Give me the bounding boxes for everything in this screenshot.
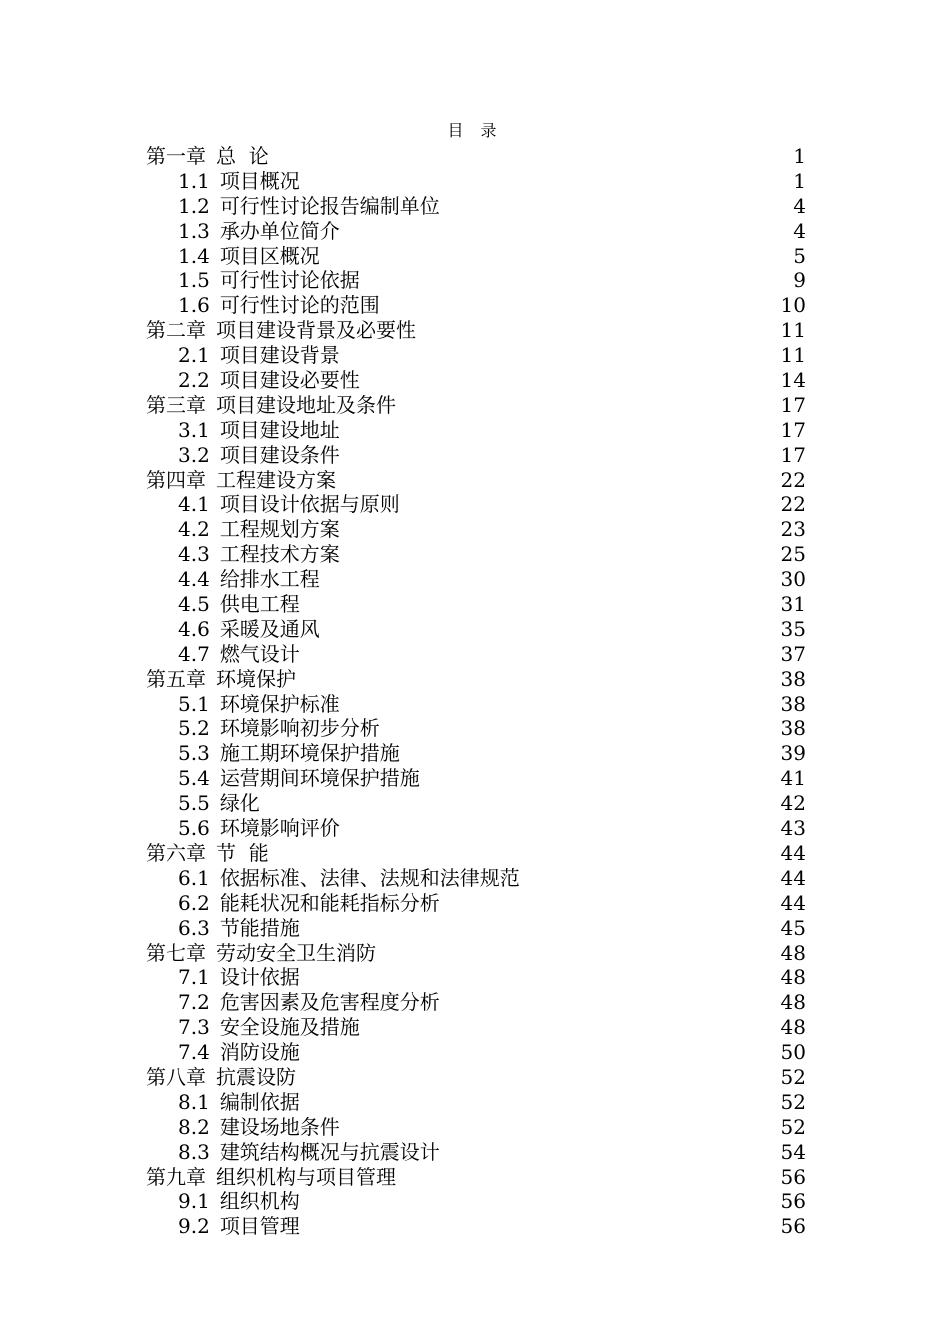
toc-page-number: 56 bbox=[780, 1189, 806, 1214]
toc-chapter-entry[interactable] bbox=[146, 144, 806, 169]
toc-entry-title: 安全设施及措施 bbox=[219, 1015, 360, 1040]
toc-entry-text bbox=[146, 592, 766, 617]
toc-entry-text bbox=[146, 443, 766, 468]
toc-entry-text bbox=[146, 1214, 766, 1239]
toc-section-entry[interactable] bbox=[146, 1040, 806, 1065]
toc-entry-number: 5.3 bbox=[178, 741, 210, 766]
toc-entry-number: 1.1 bbox=[178, 168, 210, 193]
toc-entry-number: 1.2 bbox=[178, 193, 210, 218]
toc-entry-title: 承办单位简介 bbox=[219, 218, 340, 243]
toc-entry-number: 1.3 bbox=[178, 218, 210, 243]
toc-entry-number: 2.2 bbox=[178, 368, 210, 393]
toc-page-number: 10 bbox=[780, 293, 806, 318]
toc-section-entry[interactable] bbox=[146, 418, 806, 443]
toc-entry-text bbox=[146, 517, 766, 542]
toc-page-number: 38 bbox=[780, 691, 806, 716]
toc-entry-title: 节能措施 bbox=[219, 915, 300, 940]
toc-entry-number: 4.3 bbox=[178, 542, 210, 567]
toc-chapter-entry[interactable] bbox=[146, 841, 806, 866]
toc-entry-number: 第五章 bbox=[146, 666, 206, 691]
toc-section-entry[interactable] bbox=[146, 965, 806, 990]
toc-entry-title: 建筑结构概况与抗震设计 bbox=[219, 1139, 440, 1164]
toc-entry-title: 环境影响初步分析 bbox=[219, 716, 380, 741]
toc-entry-number: 8.3 bbox=[178, 1139, 210, 1164]
toc-entry-text bbox=[146, 1015, 766, 1040]
toc-section-entry[interactable] bbox=[146, 617, 806, 642]
toc-entry-title: 可行性讨论依据 bbox=[219, 268, 360, 293]
toc-entry-title: 项目建设必要性 bbox=[219, 368, 360, 393]
toc-section-entry[interactable] bbox=[146, 866, 806, 891]
toc-page-number: 1 bbox=[793, 144, 806, 168]
toc-entry-text bbox=[146, 542, 766, 567]
toc-entry-number: 第一章 bbox=[146, 144, 206, 168]
toc-section-entry[interactable] bbox=[146, 244, 806, 269]
toc-entry-number: 2.1 bbox=[178, 343, 210, 368]
toc-page-number: 43 bbox=[780, 816, 806, 841]
toc-entry-text bbox=[146, 244, 766, 269]
toc-entry-number: 1.6 bbox=[178, 293, 210, 318]
toc-page-number: 56 bbox=[780, 1214, 806, 1239]
toc-entry-title: 项目建设背景 bbox=[219, 343, 340, 368]
toc-section-entry[interactable] bbox=[146, 517, 806, 542]
toc-entry-number: 第八章 bbox=[146, 1064, 206, 1089]
toc-list bbox=[146, 144, 806, 1239]
toc-entry-title: 给排水工程 bbox=[219, 567, 320, 592]
toc-entry-title: 环境保护标准 bbox=[219, 691, 340, 716]
toc-page-number: 35 bbox=[780, 616, 806, 641]
toc-section-entry[interactable] bbox=[146, 642, 806, 667]
toc-entry-text bbox=[146, 642, 766, 667]
toc-chapter-entry[interactable] bbox=[146, 1065, 806, 1090]
toc-entry-text bbox=[146, 318, 766, 343]
toc-page-number: 39 bbox=[780, 741, 806, 766]
toc-entry-title: 项目建设地址 bbox=[219, 417, 340, 442]
toc-entry-title: 环境保护 bbox=[216, 666, 296, 691]
toc-entry-number: 3.2 bbox=[178, 442, 210, 467]
toc-entry-number: 8.1 bbox=[178, 1089, 210, 1114]
toc-entry-number: 5.2 bbox=[178, 716, 210, 741]
toc-section-entry[interactable] bbox=[146, 343, 806, 368]
toc-entry-number: 3.1 bbox=[178, 417, 210, 442]
toc-page-number: 54 bbox=[780, 1139, 806, 1164]
toc-entry-text bbox=[146, 194, 766, 219]
toc-chapter-entry[interactable] bbox=[146, 393, 806, 418]
toc-entry-number: 第四章 bbox=[146, 467, 206, 492]
toc-page-number: 44 bbox=[780, 840, 806, 865]
toc-page-number: 48 bbox=[780, 990, 806, 1015]
toc-entry-title: 采暖及通风 bbox=[219, 616, 320, 641]
toc-entry-number: 1.4 bbox=[178, 243, 210, 268]
toc-section-entry[interactable] bbox=[146, 169, 806, 194]
toc-entry-text bbox=[146, 268, 766, 293]
toc-entry-number: 7.4 bbox=[178, 1040, 210, 1065]
toc-entry-number: 第三章 bbox=[146, 392, 206, 417]
toc-entry-text bbox=[146, 219, 766, 244]
toc-entry-number: 5.1 bbox=[178, 691, 210, 716]
toc-section-entry[interactable] bbox=[146, 1140, 806, 1165]
toc-section-entry[interactable] bbox=[146, 194, 806, 219]
toc-entry-title: 运营期间环境保护措施 bbox=[219, 766, 420, 791]
toc-section-entry[interactable] bbox=[146, 567, 806, 592]
toc-entry-title: 危害因素及危害程度分析 bbox=[219, 990, 440, 1015]
toc-section-entry[interactable] bbox=[146, 219, 806, 244]
toc-entry-number: 6.2 bbox=[178, 890, 210, 915]
toc-section-entry[interactable] bbox=[146, 692, 806, 717]
toc-section-entry[interactable] bbox=[146, 368, 806, 393]
toc-entry-title: 总 论 bbox=[216, 144, 269, 168]
toc-entry-number: 7.1 bbox=[178, 965, 210, 990]
toc-entry-title: 劳动安全卫生消防 bbox=[216, 940, 376, 965]
toc-entry-title: 工程建设方案 bbox=[216, 467, 336, 492]
toc-entry-text bbox=[146, 791, 766, 816]
toc-entry-title: 编制依据 bbox=[219, 1089, 300, 1114]
toc-section-entry[interactable] bbox=[146, 492, 806, 517]
toc-entry-text bbox=[146, 891, 766, 916]
toc-entry-text bbox=[146, 766, 766, 791]
toc-entry-number: 4.7 bbox=[178, 641, 210, 666]
toc-page-number: 38 bbox=[780, 666, 806, 691]
toc-page-number: 11 bbox=[780, 343, 806, 368]
toc-page-number: 56 bbox=[780, 1164, 806, 1189]
toc-entry-text bbox=[146, 617, 766, 642]
toc-entry-text bbox=[146, 741, 766, 766]
toc-entry-title: 项目建设地址及条件 bbox=[216, 392, 396, 417]
toc-entry-number: 5.6 bbox=[178, 816, 210, 841]
toc-entry-text bbox=[146, 916, 766, 941]
toc-entry-title: 燃气设计 bbox=[219, 641, 300, 666]
toc-entry-text bbox=[146, 343, 766, 368]
toc-page-number: 23 bbox=[780, 517, 806, 542]
toc-page-number: 30 bbox=[780, 567, 806, 592]
toc-entry-number: 7.2 bbox=[178, 990, 210, 1015]
toc-entry-number: 4.6 bbox=[178, 616, 210, 641]
toc-chapter-entry[interactable] bbox=[146, 1165, 806, 1190]
toc-section-entry[interactable] bbox=[146, 293, 806, 318]
toc-section-entry[interactable] bbox=[146, 916, 806, 941]
toc-entry-title: 能耗状况和能耗指标分析 bbox=[219, 890, 440, 915]
toc-page-number: 50 bbox=[780, 1040, 806, 1065]
toc-entry-number: 7.3 bbox=[178, 1015, 210, 1040]
toc-entry-title: 环境影响评价 bbox=[219, 816, 340, 841]
toc-page-number: 42 bbox=[780, 791, 806, 816]
toc-entry-number: 6.1 bbox=[178, 865, 210, 890]
toc-entry-number: 9.1 bbox=[178, 1189, 210, 1214]
toc-entry-number: 9.2 bbox=[178, 1214, 210, 1239]
toc-entry-title: 供电工程 bbox=[219, 592, 300, 617]
toc-entry-number: 第九章 bbox=[146, 1164, 206, 1189]
toc-section-entry[interactable] bbox=[146, 268, 806, 293]
toc-entry-number: 第二章 bbox=[146, 318, 206, 343]
toc-page-number: 44 bbox=[780, 865, 806, 890]
toc-entry-text bbox=[146, 368, 766, 393]
toc-entry-text bbox=[146, 667, 766, 692]
toc-entry-text bbox=[146, 816, 766, 841]
toc-entry-title: 消防设施 bbox=[219, 1040, 300, 1065]
toc-entry-text bbox=[146, 1065, 766, 1090]
toc-page-number: 48 bbox=[780, 940, 806, 965]
toc-section-entry[interactable] bbox=[146, 542, 806, 567]
toc-entry-number: 5.5 bbox=[178, 791, 210, 816]
toc-page-number: 22 bbox=[780, 467, 806, 492]
toc-page-number: 4 bbox=[793, 218, 806, 243]
toc-entry-text bbox=[146, 393, 766, 418]
toc-chapter-entry[interactable] bbox=[146, 667, 806, 692]
toc-section-entry[interactable] bbox=[146, 766, 806, 791]
toc-entry-title: 工程技术方案 bbox=[219, 542, 340, 567]
toc-entry-text bbox=[146, 144, 766, 169]
toc-page-number: 52 bbox=[780, 1064, 806, 1089]
toc-page-number: 17 bbox=[780, 417, 806, 442]
toc-entry-number: 4.5 bbox=[178, 592, 210, 617]
toc-section-entry[interactable] bbox=[146, 1015, 806, 1040]
toc-page-number: 22 bbox=[780, 492, 806, 517]
toc-entry-text bbox=[146, 567, 766, 592]
toc-page-number: 45 bbox=[780, 915, 806, 940]
toc-entry-number: 4.4 bbox=[178, 567, 210, 592]
toc-chapter-entry[interactable] bbox=[146, 468, 806, 493]
toc-page-number: 44 bbox=[780, 890, 806, 915]
toc-entry-title: 可行性讨论的范围 bbox=[219, 293, 380, 318]
toc-section-entry[interactable] bbox=[146, 990, 806, 1015]
toc-page-number: 9 bbox=[793, 268, 806, 293]
toc-entry-title: 可行性讨论报告编制单位 bbox=[219, 193, 440, 218]
toc-page-number: 5 bbox=[793, 243, 806, 268]
toc-entry-text bbox=[146, 468, 766, 493]
toc-entry-title: 项目建设背景及必要性 bbox=[216, 318, 416, 343]
toc-entry-text bbox=[146, 418, 766, 443]
toc-section-entry[interactable] bbox=[146, 816, 806, 841]
toc-entry-text bbox=[146, 1040, 766, 1065]
toc-entry-text bbox=[146, 692, 766, 717]
toc-page-number: 48 bbox=[780, 1015, 806, 1040]
toc-page-number: 25 bbox=[780, 542, 806, 567]
toc-entry-text bbox=[146, 1090, 766, 1115]
toc-section-entry[interactable] bbox=[146, 1115, 806, 1140]
toc-entry-number: 8.2 bbox=[178, 1114, 210, 1139]
toc-section-entry[interactable] bbox=[146, 741, 806, 766]
toc-chapter-entry[interactable] bbox=[146, 318, 806, 343]
toc-entry-title: 项目概况 bbox=[219, 168, 300, 193]
toc-entry-title: 节 能 bbox=[216, 840, 269, 865]
toc-page-number: 37 bbox=[780, 641, 806, 666]
toc-page-number: 14 bbox=[780, 368, 806, 393]
toc-page-number: 17 bbox=[780, 392, 806, 417]
toc-entry-text bbox=[146, 1115, 766, 1140]
toc-entry-title: 设计依据 bbox=[219, 965, 300, 990]
toc-entry-number: 5.4 bbox=[178, 766, 210, 791]
toc-entry-title: 组织机构 bbox=[219, 1189, 300, 1214]
toc-page-number: 48 bbox=[780, 965, 806, 990]
toc-entry-number: 6.3 bbox=[178, 915, 210, 940]
toc-entry-title: 抗震设防 bbox=[216, 1064, 296, 1089]
toc-page-number: 4 bbox=[793, 193, 806, 218]
toc-entry-number: 第七章 bbox=[146, 940, 206, 965]
toc-entry-text bbox=[146, 492, 766, 517]
toc-entry-text bbox=[146, 965, 766, 990]
toc-page-number: 52 bbox=[780, 1089, 806, 1114]
toc-page-number: 1 bbox=[793, 168, 806, 193]
toc-page-number: 31 bbox=[780, 592, 806, 617]
toc-entry-title: 项目管理 bbox=[219, 1214, 300, 1239]
toc-entry-number: 4.2 bbox=[178, 517, 210, 542]
toc-entry-number: 第六章 bbox=[146, 840, 206, 865]
toc-entry-text bbox=[146, 1165, 766, 1190]
toc-page-number: 52 bbox=[780, 1114, 806, 1139]
toc-entry-text bbox=[146, 866, 766, 891]
toc-entry-title: 绿化 bbox=[219, 791, 260, 816]
toc-section-entry[interactable] bbox=[146, 891, 806, 916]
toc-entry-title: 组织机构与项目管理 bbox=[216, 1164, 396, 1189]
toc-entry-number: 4.1 bbox=[178, 492, 210, 517]
toc-page-number: 17 bbox=[780, 442, 806, 467]
toc-section-entry[interactable] bbox=[146, 791, 806, 816]
toc-entry-text bbox=[146, 293, 766, 318]
toc-entry-title: 工程规划方案 bbox=[219, 517, 340, 542]
toc-title: 目 录 bbox=[447, 121, 503, 140]
toc-entry-text bbox=[146, 1140, 766, 1165]
toc-section-entry[interactable] bbox=[146, 1189, 806, 1214]
toc-entry-text bbox=[146, 841, 766, 866]
toc-entry-text bbox=[146, 990, 766, 1015]
toc-page-number: 38 bbox=[780, 716, 806, 741]
toc-section-entry[interactable] bbox=[146, 443, 806, 468]
toc-entry-title: 依据标准、法律、法规和法律规范 bbox=[219, 865, 520, 890]
toc-section-entry[interactable] bbox=[146, 1090, 806, 1115]
toc-entry-text bbox=[146, 1189, 766, 1214]
toc-entry-text bbox=[146, 716, 766, 741]
toc-entry-title: 建设场地条件 bbox=[219, 1114, 340, 1139]
toc-page-number: 41 bbox=[780, 766, 806, 791]
toc-section-entry[interactable] bbox=[146, 592, 806, 617]
toc-entry-title: 项目设计依据与原则 bbox=[219, 492, 400, 517]
toc-section-entry[interactable] bbox=[146, 716, 806, 741]
toc-page-number: 11 bbox=[780, 318, 806, 343]
toc-entry-text bbox=[146, 941, 766, 966]
toc-entry-title: 施工期环境保护措施 bbox=[219, 741, 400, 766]
toc-entry-text bbox=[146, 169, 766, 194]
toc-entry-title: 项目区概况 bbox=[219, 243, 320, 268]
toc-section-entry[interactable] bbox=[146, 1214, 806, 1239]
toc-chapter-entry[interactable] bbox=[146, 941, 806, 966]
toc-entry-title: 项目建设条件 bbox=[219, 442, 340, 467]
toc-entry-number: 1.5 bbox=[178, 268, 210, 293]
